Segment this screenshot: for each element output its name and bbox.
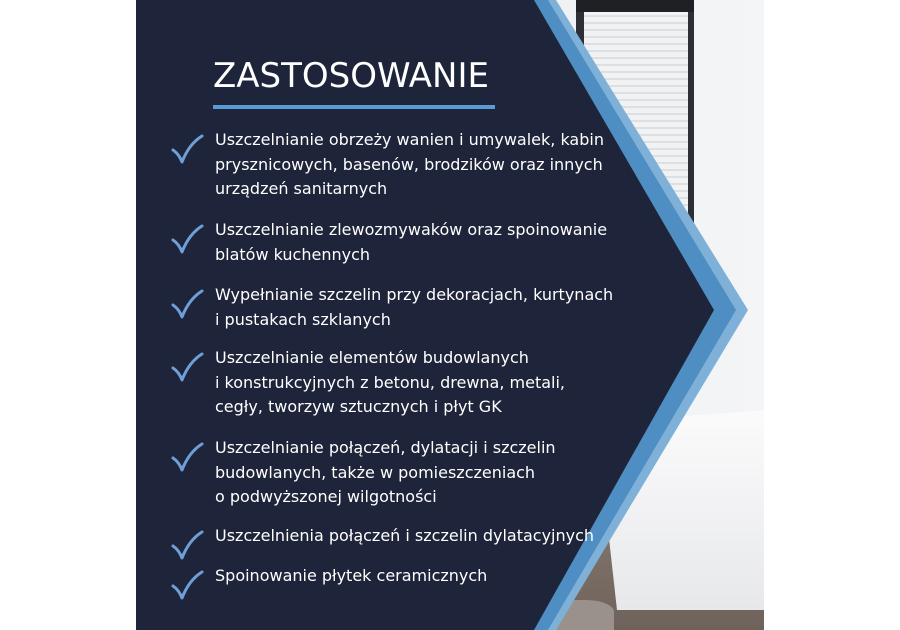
title-underline — [213, 105, 495, 109]
list-item-text: Uszczelnianie zlewozmywaków oraz spoinowanie blatów kuchennych — [215, 220, 608, 264]
window-top — [576, 0, 694, 12]
list-item-text: Uszczelnianie połączeń, dylatacji i szczelin budowlanych, także w pomieszczeniach o podwyższonej wilgotności — [215, 438, 556, 506]
check-icon — [170, 442, 204, 472]
check-icon — [170, 570, 204, 600]
list-item-text: Uszczelnianie obrzeży wanien i umywalek, kabin prysznicowych, basenów, brodzików oraz innych urządzeń sanitarnych — [215, 130, 604, 198]
check-icon — [170, 352, 204, 382]
check-icon — [170, 530, 204, 560]
infographic — [136, 0, 764, 630]
list-item-text: Wypełnianie szczelin przy dekoracjach, kurtynach i pustakach szklanych — [215, 285, 614, 329]
page-title: ZASTOSOWANIE — [213, 56, 489, 96]
check-icon — [170, 224, 204, 254]
check-icon — [170, 134, 204, 164]
list-item-text: Uszczelnienia połączeń i szczelin dylatacyjnych — [215, 526, 595, 545]
list-item-text: Spoinowanie płytek ceramicznych — [215, 566, 488, 585]
check-icon — [170, 289, 204, 319]
list-item-text: Uszczelnianie elementów budowlanych i konstrukcyjnych z betonu, drewna, metali, cegły, tworzyw sztucznych i płyt GK — [215, 348, 566, 416]
